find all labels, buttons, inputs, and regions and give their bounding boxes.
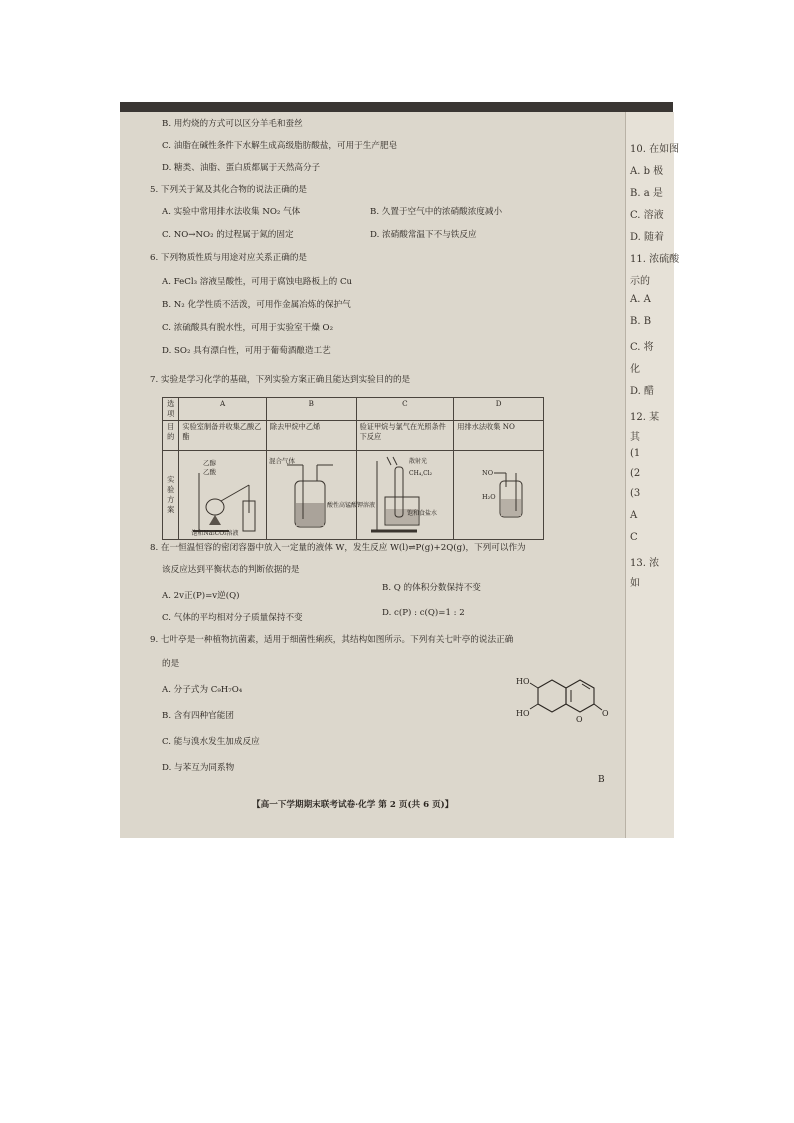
page-mark: B xyxy=(598,775,605,785)
document-photo xyxy=(120,102,680,838)
question-8: 8. 在一恒温恒容的密闭容器中放入一定量的液体 W，发生反应 W(l)⇌P(g)+2Q(g)，下列可以作为 xyxy=(150,543,526,553)
rp-line: A xyxy=(630,510,638,521)
rp-line: 其 xyxy=(630,432,640,443)
rp-line: 化 xyxy=(630,364,640,375)
label-ring-o: O xyxy=(576,715,583,724)
q5-option-c: C. NO→NO₂ 的过程属于氮的固定 xyxy=(162,230,294,240)
label-no: NO xyxy=(482,469,494,477)
q8-option-a: A. 2v正(P)=v逆(Q) xyxy=(162,591,240,601)
option-line: C. 油脂在碱性条件下水解生成高级脂肪酸盐，可用于生产肥皂 xyxy=(162,141,398,151)
option-line: D. 糖类、油脂、蛋白质都属于天然高分子 xyxy=(162,163,321,173)
rp-line: A. b 极 xyxy=(630,166,664,177)
label-ho-2: HO xyxy=(516,709,530,718)
table-cell: A xyxy=(179,398,266,421)
label-na2co3: 饱和Na₂CO₃溶液 xyxy=(191,530,239,537)
q8-option-c: C. 气体的平均相对分子质量保持不变 xyxy=(162,613,303,623)
rp-line: B. a 是 xyxy=(630,188,663,199)
q9-option-d: D. 与苯互为同系物 xyxy=(162,763,235,773)
table-header-row xyxy=(163,398,544,421)
label-kmno4: 酸性高锰酸钾溶液 xyxy=(326,502,375,509)
rp-line: 10. 在如图 xyxy=(630,144,680,155)
rp-line: C. 溶液 xyxy=(630,210,664,221)
table-cell: 实验方案 xyxy=(163,451,179,540)
methane-chlorine-diagram xyxy=(357,451,453,537)
q6-option-c: C. 浓硫酸具有脱水性，可用于实验室干燥 O₂ xyxy=(162,323,334,333)
question-6: 6. 下列物质性质与用途对应关系正确的是 xyxy=(150,253,308,263)
page-footer: 【高一下学期期末联考试卷·化学 第 2 页(共 6 页)】 xyxy=(252,800,454,810)
q9-option-a: A. 分子式为 C₉H₇O₄ xyxy=(162,685,243,695)
rp-line: A. A xyxy=(630,294,651,305)
q6-option-a: A. FeCl₃ 溶液呈酸性，可用于腐蚀电路板上的 Cu xyxy=(162,277,353,287)
table-cell: B xyxy=(266,398,356,421)
q8-option-b: B. Q 的体积分数保持不变 xyxy=(382,583,481,593)
rp-line: 示的 xyxy=(630,276,650,287)
label-mixed-gas: 混合气体 xyxy=(268,457,295,465)
rp-line: D. 随着 xyxy=(630,232,665,243)
rp-line: 如 xyxy=(630,578,640,589)
table-cell xyxy=(266,451,375,540)
ester-apparatus-diagram xyxy=(179,451,265,537)
rp-line: (2 xyxy=(630,468,641,479)
exam-page xyxy=(120,112,625,838)
label-acetic-acid: 乙酸 xyxy=(203,468,217,476)
rp-line: C. 将 xyxy=(630,342,654,353)
table-cell xyxy=(356,451,454,540)
q5-option-a: A. 实验中常用排水法收集 NO₂ 气体 xyxy=(162,207,301,217)
question-7: 7. 实验是学习化学的基础，下列实验方案正确且能达到实验目的的是 xyxy=(150,375,411,385)
rp-line: C xyxy=(630,532,638,543)
table-cell: 目的 xyxy=(163,421,179,451)
table-cell xyxy=(454,451,544,540)
table-cell: D xyxy=(454,398,544,421)
rp-line: B. B xyxy=(630,316,652,327)
label-brine: 饱和食盐水 xyxy=(406,510,437,517)
table-cell: 用排水法收集 NO xyxy=(454,421,544,451)
label-keto-o: O xyxy=(602,709,609,718)
experiment-table xyxy=(162,397,544,540)
table-cell xyxy=(179,451,266,540)
label-ho-1: HO xyxy=(516,677,530,686)
label-scattered-light: 散射光 xyxy=(408,458,427,465)
gas-wash-bottle-diagram xyxy=(267,451,375,537)
adjacent-page xyxy=(625,112,680,838)
table-cell: 选项 xyxy=(163,398,179,421)
option-line: B. 用灼烧的方式可以区分羊毛和蚕丝 xyxy=(162,119,303,129)
no-collection-diagram xyxy=(454,451,542,537)
rp-line: 13. 浓 xyxy=(630,558,660,569)
q9-option-c: C. 能与溴水发生加成反应 xyxy=(162,737,260,747)
rp-line: 11. 浓硫酸 xyxy=(630,254,680,265)
rp-line: D. 醋 xyxy=(630,386,655,397)
q9-option-b: B. 含有四种官能团 xyxy=(162,711,234,721)
table-cell: 验证甲烷与氯气在光照条件下反应 xyxy=(356,421,454,451)
question-5: 5. 下列关于氮及其化合物的说法正确的是 xyxy=(150,185,308,195)
rp-line: 12. 某 xyxy=(630,412,660,423)
label-water: H₂O xyxy=(482,493,496,501)
table-cell: 实验室制备并收集乙酸乙酯 xyxy=(179,421,266,451)
photo-top-shadow xyxy=(120,102,673,112)
table-row xyxy=(163,451,544,540)
label-ch4-cl2: CH₄,Cl₂ xyxy=(408,470,432,477)
question-9-cont: 的是 xyxy=(162,659,180,669)
question-9: 9. 七叶亭是一种植物抗菌素，适用于细菌性痢疾，其结构如图所示。下列有关七叶亭的说法正确 xyxy=(150,635,514,645)
rp-line: (3 xyxy=(630,488,641,499)
label-ethanol: 乙醇 xyxy=(203,459,217,467)
table-cell: C xyxy=(356,398,454,421)
question-8-cont: 该反应达到平衡状态的判断依据的是 xyxy=(162,565,300,575)
q8-option-d: D. c(P) : c(Q)=1 : 2 xyxy=(382,608,465,618)
rp-line: (1 xyxy=(630,448,641,459)
q6-option-d: D. SO₂ 具有漂白性，可用于葡萄酒酿造工艺 xyxy=(162,346,331,356)
q5-option-b: B. 久置于空气中的浓硝酸浓度减小 xyxy=(370,207,503,217)
esculetin-structure xyxy=(516,672,616,742)
q5-option-d: D. 浓硝酸常温下不与铁反应 xyxy=(370,230,477,240)
q6-option-b: B. N₂ 化学性质不活泼，可用作金属冶炼的保护气 xyxy=(162,300,351,310)
table-row xyxy=(163,421,544,451)
table-cell: 除去甲烷中乙烯 xyxy=(266,421,356,451)
